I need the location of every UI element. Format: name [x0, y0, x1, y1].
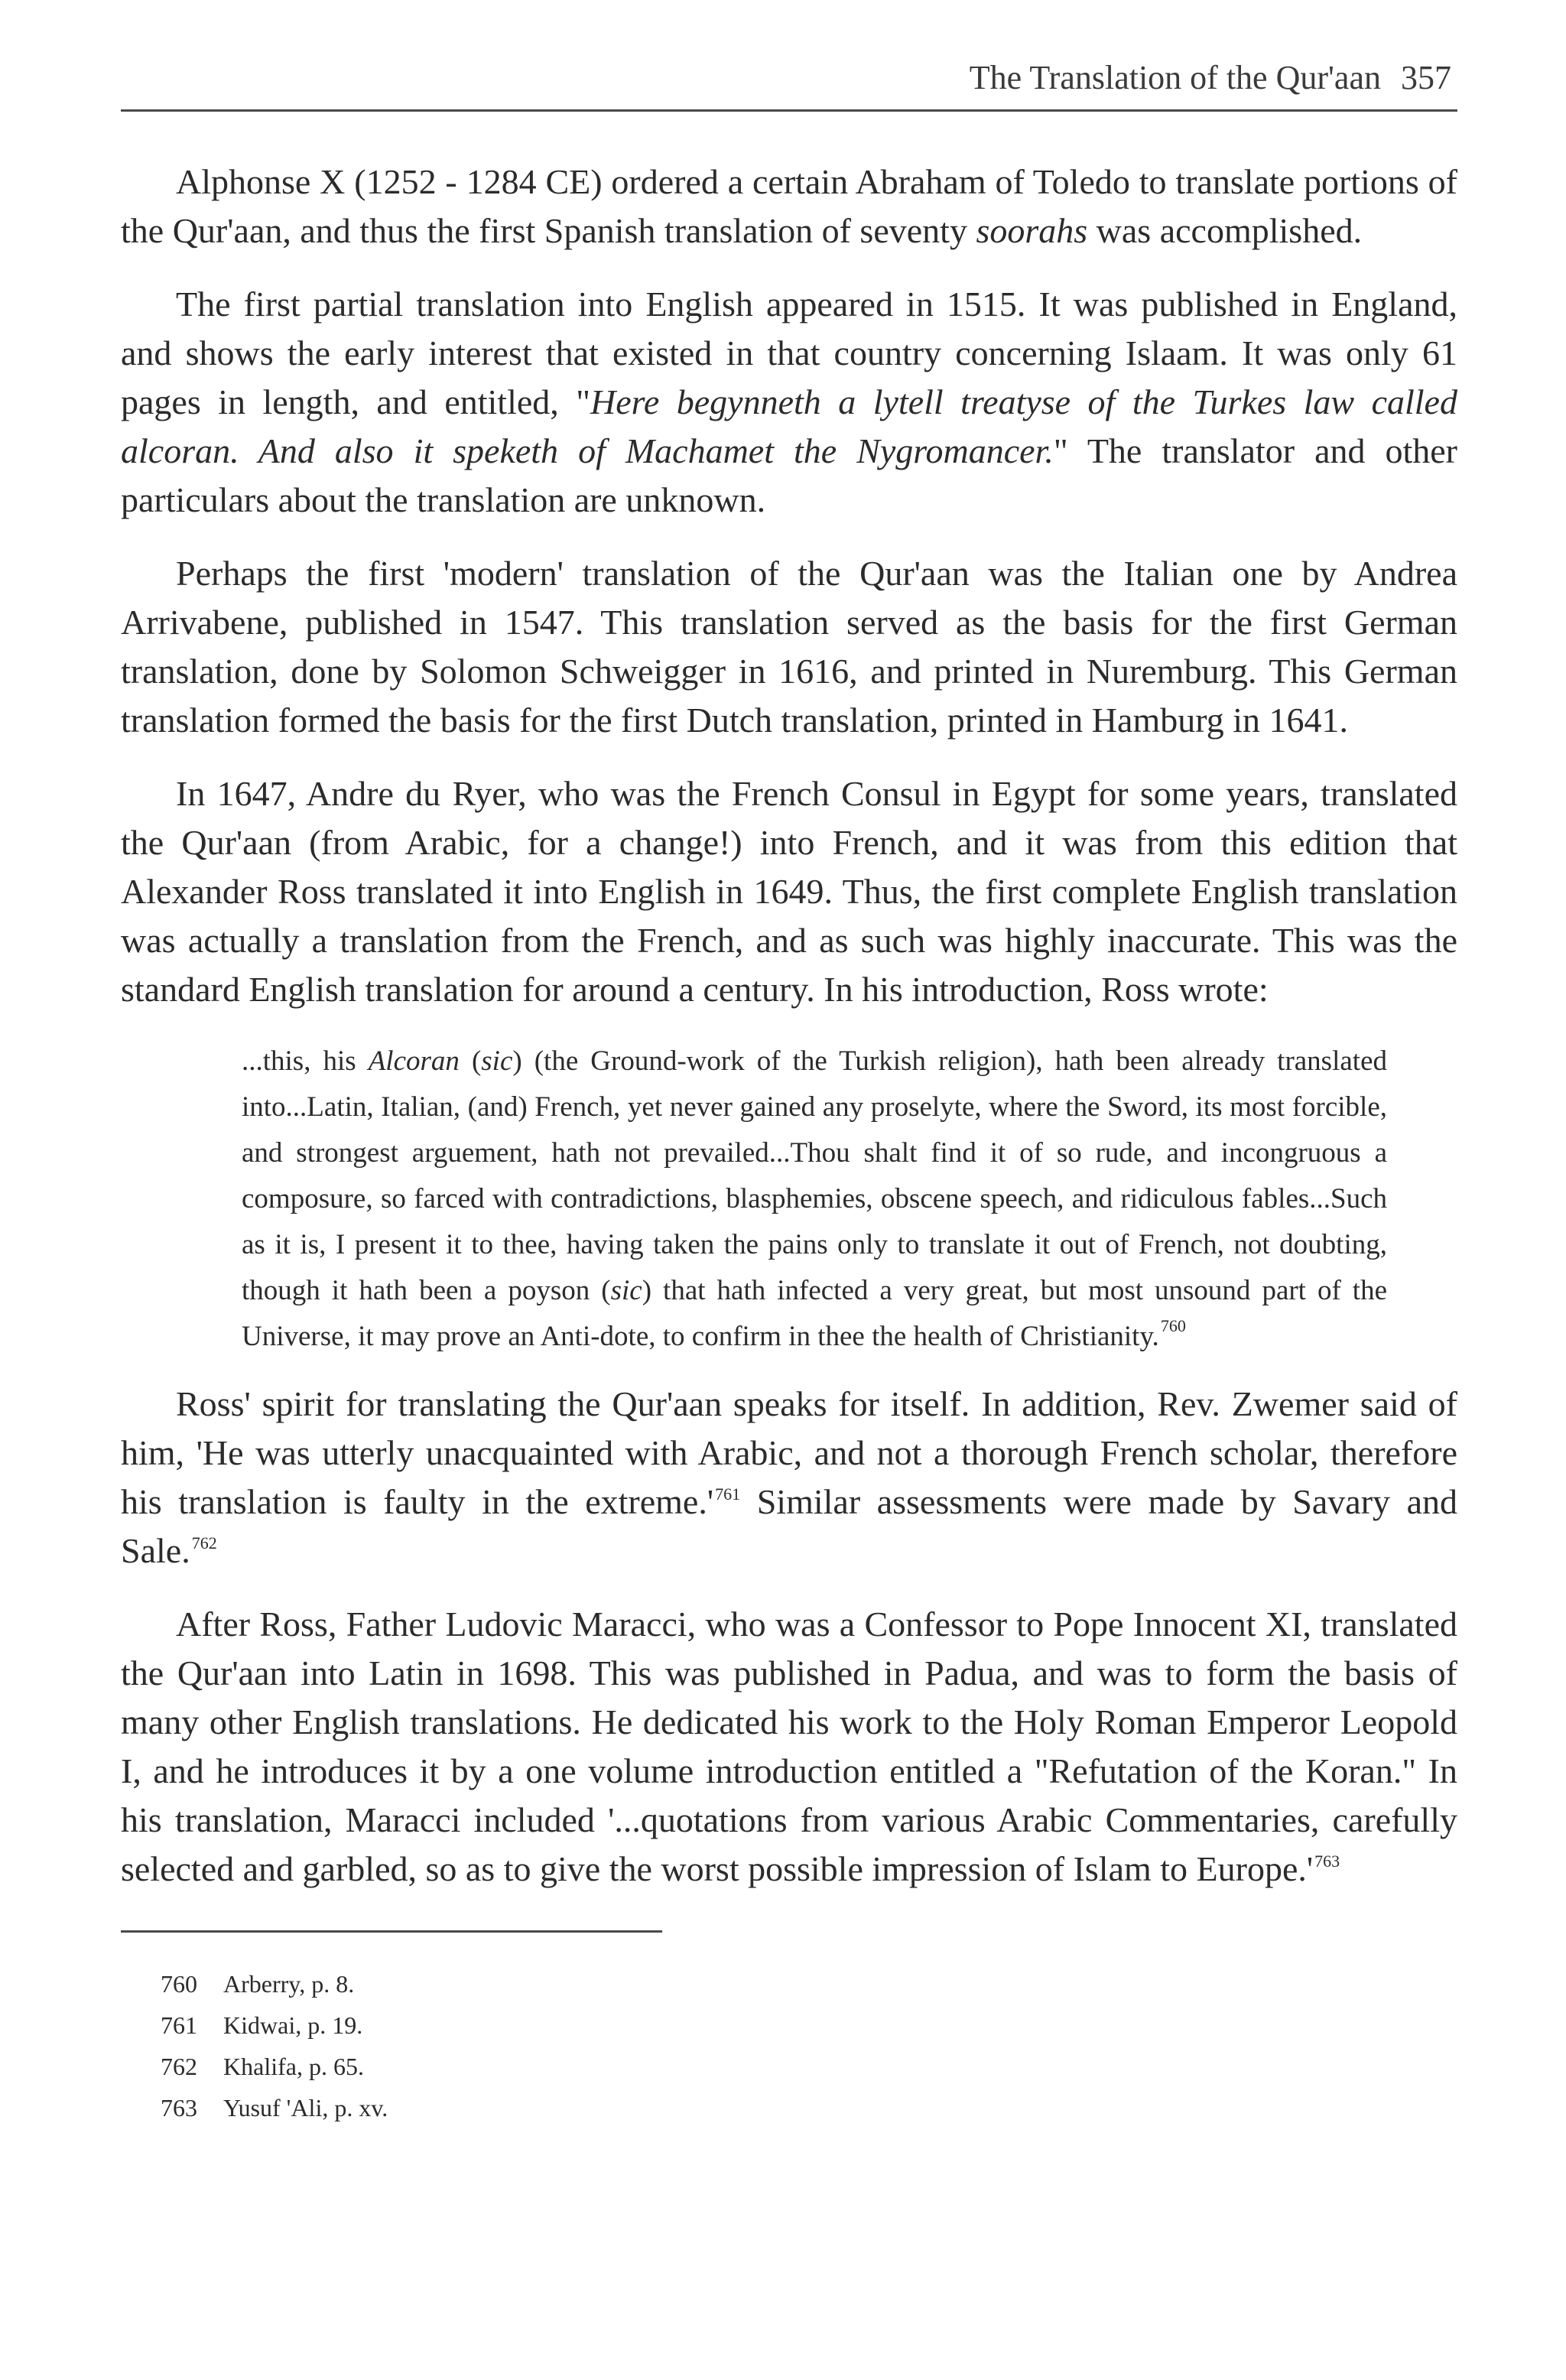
block-quote: ...this, his Alcoran (sic) (the Ground-work of the Turkish religion), hath been already translated into...Latin, Italian, (and) French, yet never gained any proselyte, where the Sword, its most forcible, and strongest arguement, hath not prevailed...Thou shalt find it of so rude, and incongruous a composure, so farced with contradictions, blasphemies, obscene speech, and ridiculous fables...Such as it is, I present it to thee, having taken the pains only to translate it out of French, not doubting, though it hath been a poyson (sic) that hath infected a very great, but most unsound part of the Universe, it may prove an Anti-dote, to confirm in thee the health of Christianity.$^{760}$ — [242, 1045, 1388, 1352]
footnote: 760 Arberry, p. 8. — [161, 1970, 355, 1998]
footnote: 762 Khalifa, p. 65. — [161, 2053, 364, 2080]
paragraph-1: Alphonse X (1252 - 1284 CE) ordered a certain Abraham of Toledo to translate portions of the Qur'aan, and thus the first Spanish translation of seventy soorahs was accomplished. — [121, 162, 1457, 250]
page-body — [121, 158, 1457, 2128]
italic-title: Here begynneth a lytell treatyse of the Turkes law called alcoran. And also it speketh of Machamet the Nygromancer. — [121, 382, 1457, 470]
footnote: 763 Yusuf 'Ali, p. xv. — [161, 2094, 388, 2122]
footnote-ref[interactable]: 761 — [715, 1484, 741, 1504]
running-header — [121, 47, 1457, 112]
footnote-ref[interactable]: 760 — [1160, 1316, 1186, 1335]
running-header-text — [970, 58, 1451, 97]
italic-term: soorahs — [976, 211, 1088, 250]
paragraph-2: The first partial translation into English appeared in 1515. It was published in England, and shows the early interest that existed in that country concerning Islaam. It was only 61 pages in length, and entitled, "Here begynneth a lytell treatyse of the Turkes law called alcoran. And also it speketh of Machamet the Nygromancer." The translator and other particulars about the translation are unknown. — [121, 284, 1458, 519]
paragraph-3: Perhaps the first 'modern' translation of the Qur'aan was the Italian one by Andrea Arrivabene, published in 1547. This translation served as the basis for the first German translation, done by Solomon Schweigger in 1616, and printed in Nuremburg. This German translation formed the basis for the first Dutch translation, printed in Hamburg in 1641. — [121, 554, 1457, 740]
footnote-divider — [121, 1930, 662, 1933]
paragraph-4: In 1647, Andre du Ryer, who was the French Consul in Egypt for some years, translated the Qur'aan (from Arabic, for a change!) into French, and it was from this edition that Alexander Ross translated it into English in 1649. Thus, the first complete English translation was actually a translation from the French, and as such was highly inaccurate. This was the standard English translation for around a century. In his introduction, Ross wrote: — [121, 774, 1457, 1009]
paragraph-6: After Ross, Father Ludovic Maracci, who was a Confessor to Pope Innocent XI, translated the Qur'aan into Latin in 1698. This was published in Padua, and was to form the basis of many other English translations. He dedicated his work to the Holy Roman Emperor Leopold I, and he introduces it by a one volume introduction entitled a "Refutation of the Koran." In his translation, Maracci included '...quotations from various Arabic Commentaries, carefully selected and garbled, so as to give the worst possible impression of Islam to Europe.'$^{763}$ — [121, 1605, 1457, 1888]
footnotes — [121, 1963, 1457, 2128]
paragraph-5: Ross' spirit for translating the Qur'aan speaks for itself. In addition, Rev. Zwemer said of him, 'He was utterly unacquainted with Arabic, and not a thorough French scholar, therefore his translation is faulty in the extreme.'$^{761}$ Similar assessments were made by Savary and Sale.$^{762}$ — [121, 1384, 1457, 1570]
footnote-ref[interactable]: 763 — [1314, 1852, 1340, 1871]
chapter-title: The Translation of the Qur'aan — [969, 59, 1381, 96]
footnote-ref[interactable]: 762 — [191, 1533, 217, 1553]
footnote: 761 Kidwai, p. 19. — [161, 2011, 363, 2039]
page-number: 357 — [1401, 59, 1451, 96]
